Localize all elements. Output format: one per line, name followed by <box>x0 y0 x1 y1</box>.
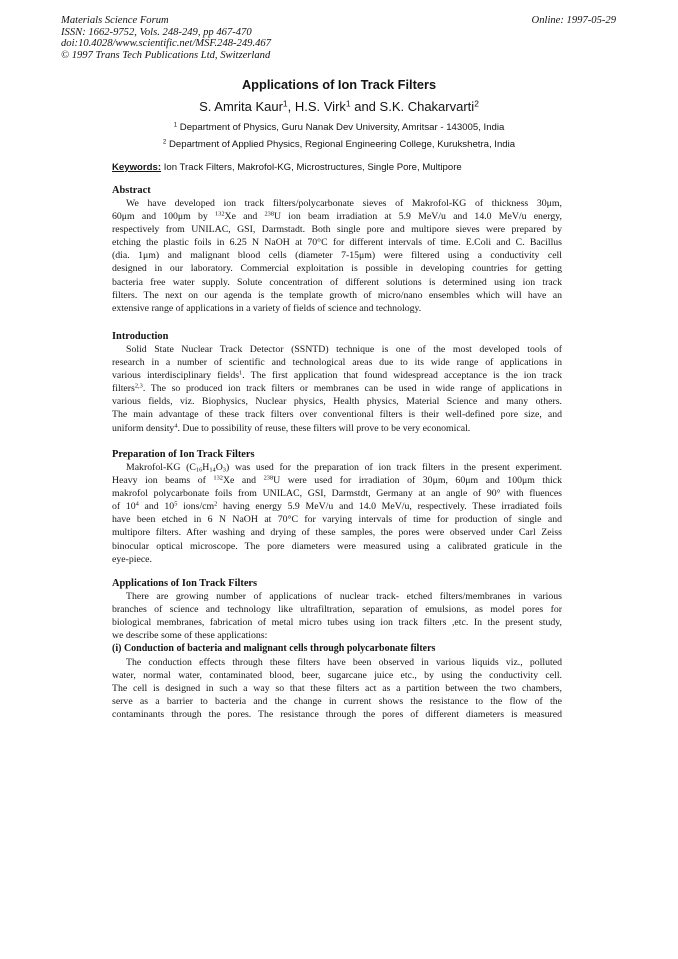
subsection-heading: (i) Conduction of bacteria and malignant cells through polycarbonate filters <box>112 643 436 655</box>
online-date: Online: 1997-05-29 <box>531 15 616 26</box>
author-name: S.K. Chakarvarti <box>379 99 475 114</box>
affiliation-mark: 1 <box>282 98 288 109</box>
applications-section <box>112 578 562 721</box>
section-heading: Preparation of Ion Track Filters <box>112 449 255 460</box>
keywords-text: Ion Track Filters, Makrofol-KG, Microstructures, Single Pore, Multipore <box>163 162 462 173</box>
affiliation: $^1$ Department of Physics, Guru Nanak Dev University, Amritsar - 143005, India <box>173 121 505 133</box>
affiliation-mark: 2 <box>474 98 479 109</box>
section-heading: Abstract <box>112 185 151 196</box>
paper-title: Applications of Ion Track Filters <box>241 77 437 92</box>
abstract-section <box>112 185 562 315</box>
journal-name: Materials Science Forum <box>61 15 169 26</box>
affiliation-mark: 1 <box>345 98 351 109</box>
keywords <box>112 162 462 173</box>
author-list: S. Amrita Kaur$^1$, H.S. Virk$^1$ and S.K. Chakarvarti$^2$ <box>199 98 479 114</box>
issn-line: ISSN: 1662-9752, Vols. 248-249, pp 467-470 <box>61 26 252 38</box>
copyright-line: © 1997 Trans Tech Publications Ltd, Switzerland <box>61 49 271 61</box>
section-heading: Applications of Ion Track Filters <box>112 578 258 589</box>
abstract-text: We have developed ion track filters/polycarbonate sieves of Makrofol-KG of thickness 30μm, 60μm and 100μm by $^{132}$Xe and $^{238}$U ion beam irradiation at 5.9 MeV/u and 14.0 MeV/u energy, respectively from UNILAC, GSI, Darmstadt. Both single pore and multipore sieves were prepared by etching the plastic foils in 6.25 N NaOH at 70°C for different intervals of time. E.Coli and C. Bacillus (dia. 1μm) and malignant blood cells (diameter 7-15μm) were filtered using a conductivity cell designed in our laboratory. Commercial exploitation is possible in developing countries for getting bacteria free water supply. Solute concentration of different solutions is determined using ion track filters. The next on our agenda is the template growth of micro/nano ensembles which will have an extensive range of applications in a variety of fields of science and technology. <box>112 198 563 314</box>
preparation-text: Makrofol-KG $(C_{16}H_{14}O_3)$ was used for the preparation of ion track filters in the present experiment. Heavy ion beams of $^{132}$Xe and $^{238}$U were used for irradiation of 30μm, 60μm and 100μm thick makrofol polycarbonate foils from UNILAC, GSI, Darmstdt, Germany at an angle of 90° with fluences of $10^4$ and $10^5$ ions/$cm^2$ having energy 5.9 MeV/u and 14.0 MeV/u, respectively. These irradiated foils have been etched in 6 N NaOH at 70°C for varying intervals of time for production of single and multipore filters. After washing and drying of these samples, the pores were observed under Carl Zeiss binocular optical microscope. The pore diameters were measured using a calibrated graticule in the eye-piece. <box>112 462 562 565</box>
doi-line: doi:10.4028/www.scientific.net/MSF.248-249.467 <box>61 38 271 50</box>
introduction-text: Solid State Nuclear Track Detector (SSNTD) technique is one of the most developed tools of research in a number of scientific and technological areas due to its wide range of applications in various interdisciplinary fields$^1$. The first application that found widespread acceptance is the ion track filters$^{2,3}$. The so produced ion track filters or membranes can be used in wide range of applications in various fields, viz. Biophysics, Nuclear physics, Health physics, Material Science and many others. The main advantage of these track filters over conventional filters is their well-defined pore size, and uniform density$^4$. Due to possibility of reuse, these filters will prove to be very economical. <box>112 344 562 434</box>
introduction-section <box>112 331 562 435</box>
author-name: S. Amrita Kaur <box>199 99 283 114</box>
author-name: H.S. Virk <box>294 99 346 114</box>
section-heading: Introduction <box>112 331 169 342</box>
keywords-label: Keywords: <box>112 162 162 173</box>
affiliation: $^2$ Department of Applied Physics, Regional Engineering College, Kurukshetra, India <box>162 138 516 150</box>
preparation-section <box>112 449 562 566</box>
publication-info <box>61 15 271 61</box>
applications-text: There are growing number of applications of nuclear track- etched filters/membranes in various branches of science and technology like ultrafiltration, separation of emulsions, as model pores for biological membranes, fabrication of metal micro tubes using ion track filters ,etc. In the present study, we describe some of these applications: (i) Conduction of bacteria and malignant cells through polycarbonate filters The conduction effects through these filters have been observed in various liquids viz., polluted water, normal water, contaminated blood, beer, sugarcane juice etc., by using the conductivity cell. The cell is designed in such a way so that these filters act as a partition between the two chambers, serve as a barrier to bacteria and the change in current shows the resistance to the flow of the contaminants through the pores. The resistance through the pores of different diameters is measured <box>112 591 562 720</box>
